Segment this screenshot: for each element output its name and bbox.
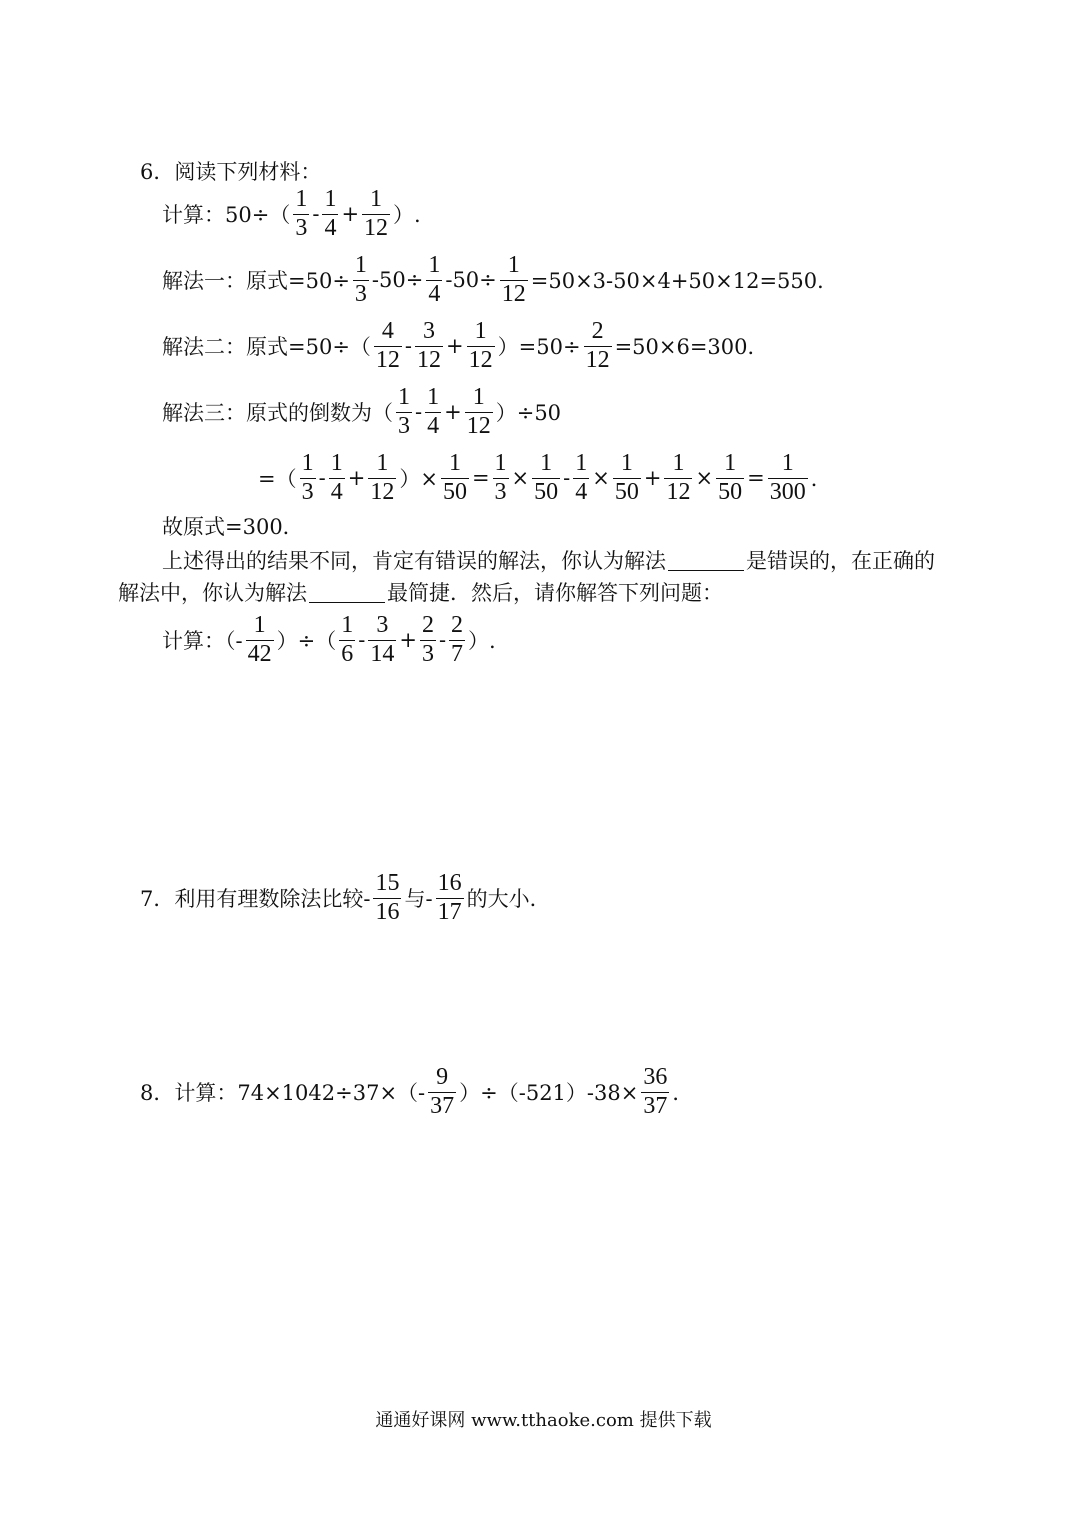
fraction: $\frac{1}{6}$: [341, 612, 354, 667]
fraction: $\frac{3}{12}$: [417, 318, 442, 373]
fraction: $\frac{1}{50}$: [442, 450, 467, 505]
answer-blank-1[interactable]: [668, 550, 744, 571]
q8-line: 8．计算：74×1042÷37×（- $\frac{9}{37}$ ）÷（-521）-38× $\frac{36}{37}$ ．: [140, 1064, 694, 1119]
fraction: $\frac{2}{12}$: [585, 318, 610, 373]
q6-method-3-cont: =（ $\frac{1}{3}$ - $\frac{1}{4}$ + $\frac{1}{12}$ ）× $\frac{1}{50}$ = $\frac{1}{3}$ × $\frac{1}{50}$ - $\frac{1}{4}$ × $\frac{1}{50}$ + $\frac{1}{12}$ × $\frac{1}{50}$ = $\frac{1}{300}$ ．: [258, 450, 832, 505]
fraction: $\frac{1}{12}$: [501, 252, 526, 307]
q6-task: 计算：（- $\frac{1}{42}$ ）÷（ $\frac{1}{6}$ - $\frac{3}{14}$ + $\frac{2}{3}$ - $\frac{2}{7}$ ）.: [162, 612, 496, 667]
fraction: $\frac{1}{42}$: [247, 612, 272, 667]
q7-line: 7．利用有理数除法比较- $\frac{15}{16}$ 与- $\frac{16}{17}$ 的大小．: [140, 870, 551, 925]
fraction: $\frac{1}{4}$: [575, 450, 588, 505]
fraction: $\frac{9}{37}$: [430, 1064, 455, 1119]
fraction: $\frac{16}{17}$: [437, 870, 462, 925]
fraction: $\frac{1}{300}$: [769, 450, 806, 505]
fraction: $\frac{3}{14}$: [370, 612, 395, 667]
fraction: $\frac{1}{4}$: [427, 384, 440, 439]
fraction: $\frac{1}{12}$: [666, 450, 691, 505]
fraction: $\frac{2}{7}$: [451, 612, 464, 667]
answer-blank-2[interactable]: [309, 582, 385, 603]
fraction: $\frac{1}{3}$: [354, 252, 367, 307]
fraction: $\frac{4}{12}$: [375, 318, 400, 373]
fraction: $\frac{1}{50}$: [614, 450, 639, 505]
fraction: $\frac{1}{3}$: [398, 384, 410, 439]
fraction: $\frac{1}{3}$: [494, 450, 507, 505]
q6-conclusion: 故原式=300．: [162, 515, 304, 539]
fraction: $\frac{2}{3}$: [421, 612, 434, 667]
q6-question-line1: 上述得出的结果不同，肯定有错误的解法，你认为解法 是错误的，在正确的: [162, 549, 935, 573]
fraction: $\frac{36}{37}$: [643, 1064, 668, 1119]
fraction: $\frac{1}{12}$: [466, 384, 491, 439]
q6-method-2: 解法二：原式=50÷（ $\frac{4}{12}$ - $\frac{3}{12}$ + $\frac{1}{12}$ ）=50÷ $\frac{2}{12}$ =50×6=300．: [162, 318, 769, 373]
fraction: $\frac{1}{4}$: [428, 252, 441, 307]
fraction: $\frac{1}{4}$: [324, 186, 337, 241]
fraction: $\frac{1}{3}$: [295, 186, 308, 241]
page-footer: 通通好课网 www.tthaoke.com 提供下载: [375, 1410, 712, 1431]
q6-method-3: 解法三：原式的倒数为（ $\frac{1}{3}$ - $\frac{1}{4}$ + $\frac{1}{12}$ ）÷50: [162, 384, 562, 439]
fraction: $\frac{1}{12}$: [370, 450, 395, 505]
fraction: $\frac{1}{12}$: [364, 186, 389, 241]
fraction: $\frac{1}{3}$: [301, 450, 314, 505]
fraction: $\frac{1}{50}$: [718, 450, 743, 505]
fraction: $\frac{1}{12}$: [468, 318, 493, 373]
q6-calc-line: 计算：50÷（ $\frac{1}{3}$ - $\frac{1}{4}$ + $\frac{1}{12}$ ）.: [162, 186, 421, 241]
fraction: $\frac{1}{4}$: [330, 450, 343, 505]
q6-question-line2: 解法中，你认为解法 最简捷．然后，请你解答下列问题：: [118, 581, 723, 605]
fraction: $\frac{15}{16}$: [375, 870, 400, 925]
q6-title: 6．阅读下列材料：: [140, 160, 322, 184]
q6-method-1: 解法一：原式=50÷ $\frac{1}{3}$ -50÷ $\frac{1}{4}$ -50÷ $\frac{1}{12}$ =50×3-50×4+50×12=550．: [162, 252, 839, 307]
fraction: $\frac{1}{50}$: [534, 450, 559, 505]
